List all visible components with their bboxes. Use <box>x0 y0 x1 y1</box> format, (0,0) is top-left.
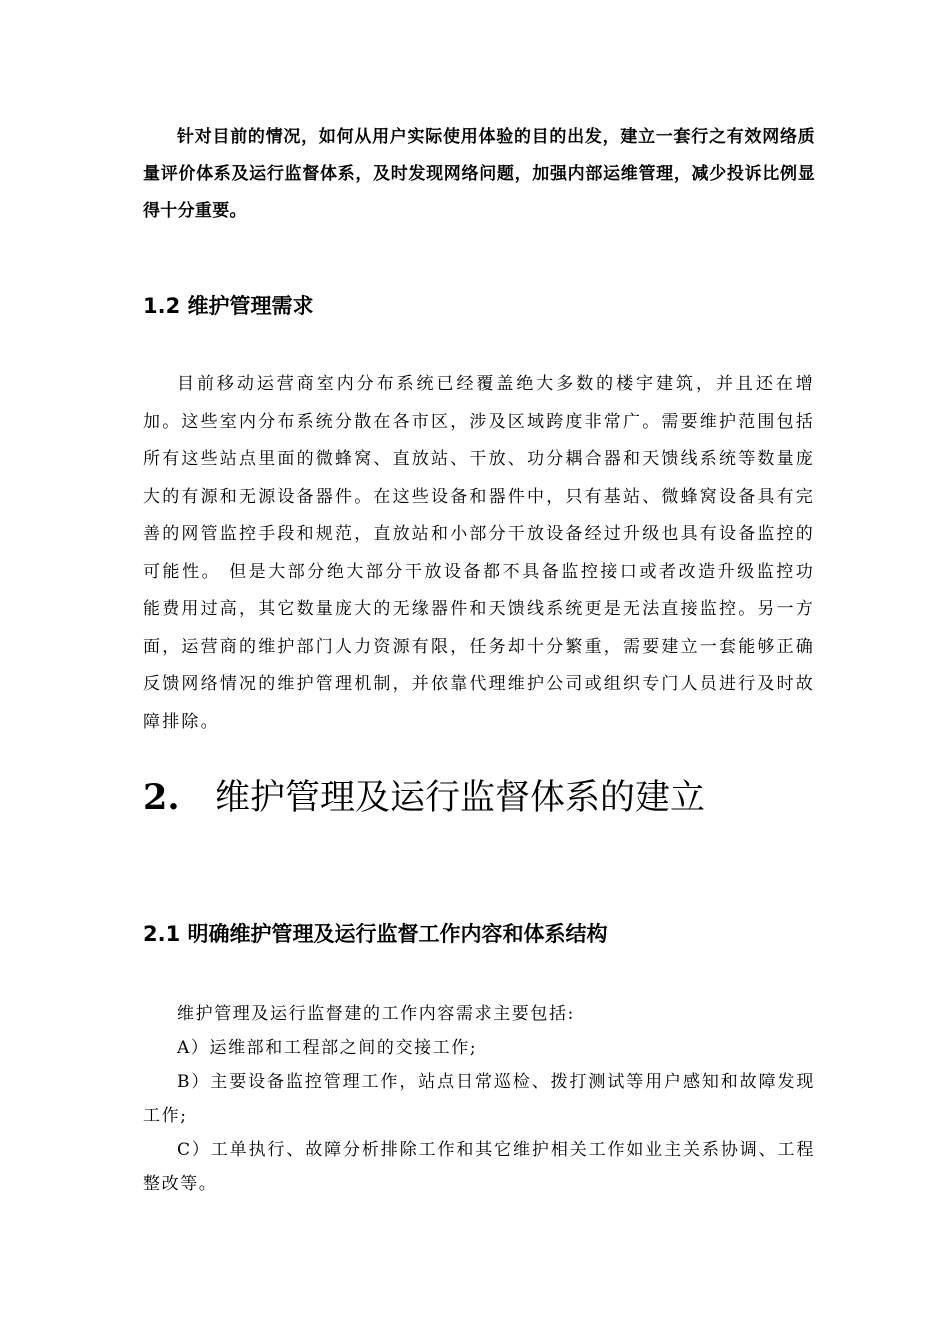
intro-text: 针对目前的情况，如何从用户实际使用体验的目的出发，建立一套行之有效网络质量评价体系及运行监督体系，及时发现网络问题，加强内部运维管理，减少投诉比例显得十分重要。 <box>143 127 815 221</box>
list-item-c: C）工单执行、故障分析排除工作和其它维护相关工作如业主关系协调、工程整改等。 <box>143 1140 815 1194</box>
section-1-2-body <box>143 366 815 741</box>
section-2-heading <box>143 776 815 820</box>
list-item-b: B）主要设备监控管理工作，站点日常巡检、拨打测试等用户感知和故障发现工作; <box>143 1072 815 1126</box>
section-2-1-heading: 2.1 明确维护管理及运行监督工作内容和体系结构 <box>143 922 608 946</box>
intro-paragraph <box>143 119 815 230</box>
section-2-1-lead: 维护管理及运行监督建的工作内容需求主要包括: <box>177 1004 575 1024</box>
section-1-2-text: 目前移动运营商室内分布系统已经覆盖绝大多数的楼宇建筑，并且还在增加。这些室内分布系统分散在各市区，涉及区域跨度非常广。需要维护范围包括所有这些站点里面的微蜂窝、直放站、干放、功分耦合器和天馈线系统等数量庞大的有源和无源设备器件。在这些设备和器件中，只有基站、微蜂窝设备具有完善的网管监控手段和规范，直放站和小部分干放设备经过升级也具有设备监控的可能性。 但是大部分绝大部分干放设备都不具备监控接口或者改造升级监控功能费用过高，其它数量庞大的无缘器件和天馈线系统更是无法直接监控。另一方面，运营商的维护部门人力资源有限，任务却十分繁重，需要建立一套能够正确反馈网络情况的维护管理机制，并依靠代理维护公司或组织专门人员进行及时故障排除。 <box>143 374 815 732</box>
list-item-a: A）运维部和工程部之间的交接工作; <box>177 1038 478 1058</box>
section-2-title: 维护管理及运行监督体系的建立 <box>215 778 706 818</box>
section-2-number: 2. <box>143 777 180 818</box>
section-1-2-heading: 1.2 维护管理需求 <box>143 294 314 318</box>
section-2-1-body <box>143 997 815 1201</box>
